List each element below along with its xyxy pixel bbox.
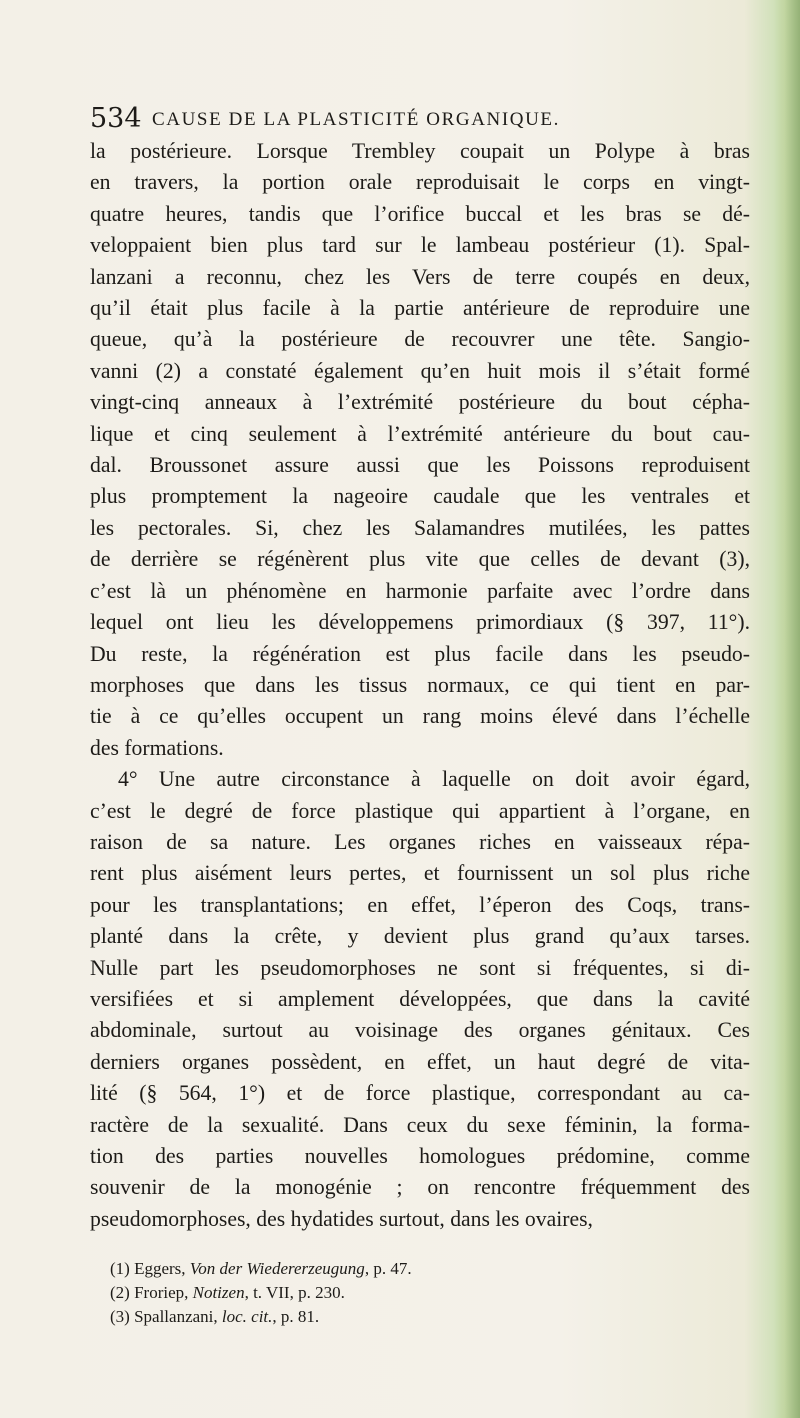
text-line: versifiées et si amplement développées, que dans la cavité <box>90 986 750 1011</box>
text-line: 4° Une autre circonstance à laquelle on doit avoir égard, <box>118 767 750 792</box>
footnote-number: (3) <box>110 1307 130 1326</box>
text-line: lique et cinq seulement à l’extrémité antérieure du bout cau- <box>90 421 750 446</box>
text-line: ractère de la sexualité. Dans ceux du sexe féminin, la forma- <box>90 1112 750 1137</box>
text-line: abdominale, surtout au voisinage des organes génitaux. Ces <box>90 1018 750 1043</box>
body-text <box>90 136 750 1235</box>
page-edge <box>774 0 800 1418</box>
text-line: Du reste, la régénération est plus facile dans les pseudo- <box>90 641 750 666</box>
running-head: CAUSE DE LA PLASTICITÉ ORGANIQUE. <box>152 109 560 130</box>
text-line: souvenir de la monogénie ; on rencontre fréquemment des <box>90 1175 750 1200</box>
page-number: 534 <box>90 103 142 134</box>
text-line: c’est le degré de force plastique qui appartient à l’organe, en <box>90 798 750 823</box>
text-line: qu’il était plus facile à la partie antérieure de reproduire une <box>90 296 750 321</box>
footnote-reference: , t. VII, p. 230. <box>244 1283 345 1302</box>
text-line: Nulle part les pseudomorphoses ne sont si fréquentes, si di- <box>90 955 750 980</box>
footnote-author: Froriep, <box>134 1283 189 1302</box>
text-line: en travers, la portion orale reproduisait le corps en vingt- <box>90 170 750 195</box>
text-line: la postérieure. Lorsque Trembley coupait un Polype à bras <box>90 139 750 163</box>
text-line: queue, qu’à la postérieure de recouvrer une tête. Sangio- <box>90 327 750 352</box>
text-line: pour les transplantations; en effet, l’éperon des Coqs, trans- <box>90 892 750 917</box>
footnotes <box>110 1257 670 1329</box>
footnote <box>110 1257 670 1281</box>
text-line: les pectorales. Si, chez les Salamandres mutilées, les pattes <box>90 515 750 540</box>
footnote-author: Eggers, <box>134 1259 186 1278</box>
text-line: tie à ce qu’elles occupent un rang moins élevé dans l’échelle <box>90 704 750 729</box>
footnote-title: Notizen <box>192 1283 245 1302</box>
footnote-number: (2) <box>110 1283 130 1302</box>
footnote-reference: , p. 81. <box>272 1307 320 1326</box>
text-line: vingt-cinq anneaux à l’extrémité postérieure du bout cépha- <box>90 390 750 415</box>
text-line: plus promptement la nageoire caudale que les ventrales et <box>90 484 750 509</box>
page-header <box>90 103 650 135</box>
footnote-title: Von der Wiedererzeugung <box>189 1259 365 1278</box>
text-line: rent plus aisément leurs pertes, et fournissent un sol plus riche <box>90 861 750 886</box>
text-line: morphoses que dans les tissus normaux, ce qui tient en par- <box>90 672 750 697</box>
text-line: lequel ont lieu les développemens primordiaux (§ 397, 11°). <box>90 610 750 635</box>
footnote-author: Spallanzani, <box>134 1307 218 1326</box>
text-line: des formations. <box>90 735 224 760</box>
footnote-reference: , p. 47. <box>364 1259 412 1278</box>
text-line: lité (§ 564, 1°) et de force plastique, correspondant au ca- <box>90 1081 750 1106</box>
text-line: vanni (2) a constaté également qu’en huit mois il s’était formé <box>90 358 750 383</box>
text-line: pseudomorphoses, des hydatides surtout, dans les ovaires, <box>90 1206 593 1231</box>
footnote-number: (1) <box>110 1259 130 1278</box>
text-line: tion des parties nouvelles homologues prédomine, comme <box>90 1144 750 1168</box>
text-line: lanzani a reconnu, chez les Vers de terre coupés en deux, <box>90 264 750 289</box>
text-line: derniers organes possèdent, en effet, un haut degré de vita- <box>90 1049 750 1074</box>
text-line: veloppaient bien plus tard sur le lambeau postérieur (1). Spal- <box>90 233 750 258</box>
text-line: dal. Broussonet assure aussi que les Poissons reproduisent <box>90 453 750 478</box>
text-line: quatre heures, tandis que l’orifice buccal et les bras se dé- <box>90 201 750 226</box>
text-line: raison de sa nature. Les organes riches en vaisseaux répa- <box>90 829 750 854</box>
text-line: de derrière se régénèrent plus vite que celles de devant (3), <box>90 547 750 572</box>
footnote <box>110 1281 670 1305</box>
text-line: planté dans la crête, y devient plus grand qu’aux tarses. <box>90 924 750 949</box>
footnote <box>110 1305 670 1329</box>
text-line: c’est là un phénomène en harmonie parfaite avec l’ordre dans <box>90 578 750 603</box>
footnote-title: loc. cit. <box>221 1307 273 1326</box>
